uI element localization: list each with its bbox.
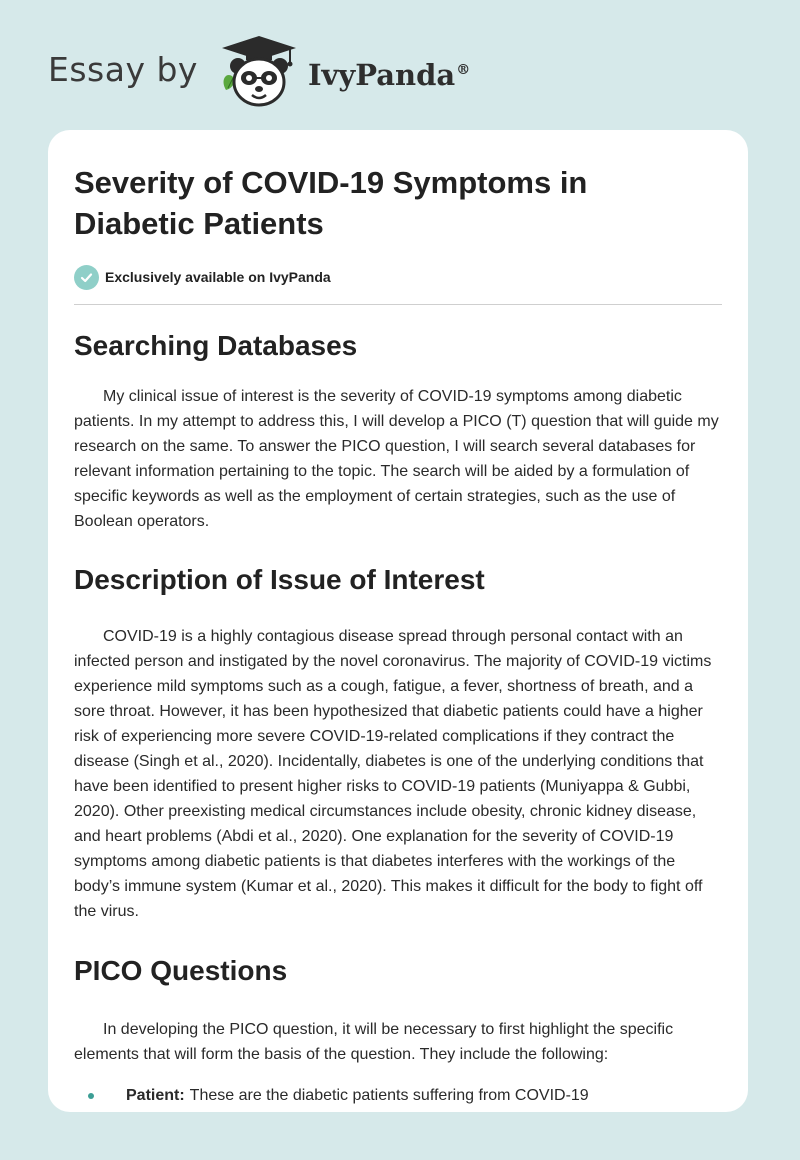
checkmark-icon [74, 265, 99, 290]
list-item-label: Patient: [126, 1087, 185, 1104]
panda-logo-icon [216, 34, 302, 110]
section-paragraph-pico-questions: In developing the PICO question, it will be necessary to first highlight the specific elements that will form the basis of the question. They include the following: [74, 1021, 674, 1063]
pico-element-list [74, 1083, 722, 1108]
brand-prefix: Essay by [48, 49, 198, 89]
section-heading-searching-databases: Searching Databases [74, 330, 358, 361]
exclusive-badge [74, 264, 722, 290]
list-item [74, 1083, 722, 1108]
article-title: Severity of COVID-19 Symptoms in Diabetic Patients [74, 165, 588, 241]
divider [74, 304, 722, 305]
exclusive-label: Exclusively available on IvyPanda [105, 269, 331, 285]
brand-name[interactable]: IvyPanda® [307, 58, 471, 92]
bullet-icon [88, 1093, 94, 1099]
article-card [48, 130, 748, 1112]
section-heading-pico-questions: PICO Questions [74, 955, 288, 986]
brand-header [48, 34, 470, 110]
section-paragraph-searching-databases: My clinical issue of interest is the severity of COVID-19 symptoms among diabetic patients. In my attempt to address this, I will develop a PICO (T) question that will guide my research on the same. To answer the PICO question, I will search several databases for relevant information pertaining to the topic. The search will be aided by a formulation of specific keywords as well as the employment of certain strategies, such as the use of Boolean operators. [74, 388, 719, 530]
section-heading-issue-of-interest: Description of Issue of Interest [74, 564, 485, 595]
section-paragraph-issue-of-interest: COVID-19 is a highly contagious disease spread through personal contact with an infected person and instigated by the novel coronavirus. The majority of COVID-19 victims experience mild symptoms such as a cough, fatigue, a fever, shortness of breath, and a sore throat. However, it has been hypothesized that diabetic patients could have a higher risk of experiencing more severe COVID-19-related complications if they contract the disease (Singh et al., 2020). Incidentally, diabetes is one of the underlying conditions that have been identified to present higher risks to COVID-19 patients (Muniyappa & Gubbi, 2020). Other preexisting medical circumstances include obesity, chronic kidney disease, and heart problems (Abdi et al., 2020). One explanation for the severity of COVID-19 symptoms among diabetic patients is that diabetes interferes with the workings of the body’s immune system (Kumar et al., 2020). This makes it difficult for the body to fight off the virus. [74, 628, 712, 920]
list-item-text: These are the diabetic patients suffering from COVID-19 [189, 1087, 589, 1104]
